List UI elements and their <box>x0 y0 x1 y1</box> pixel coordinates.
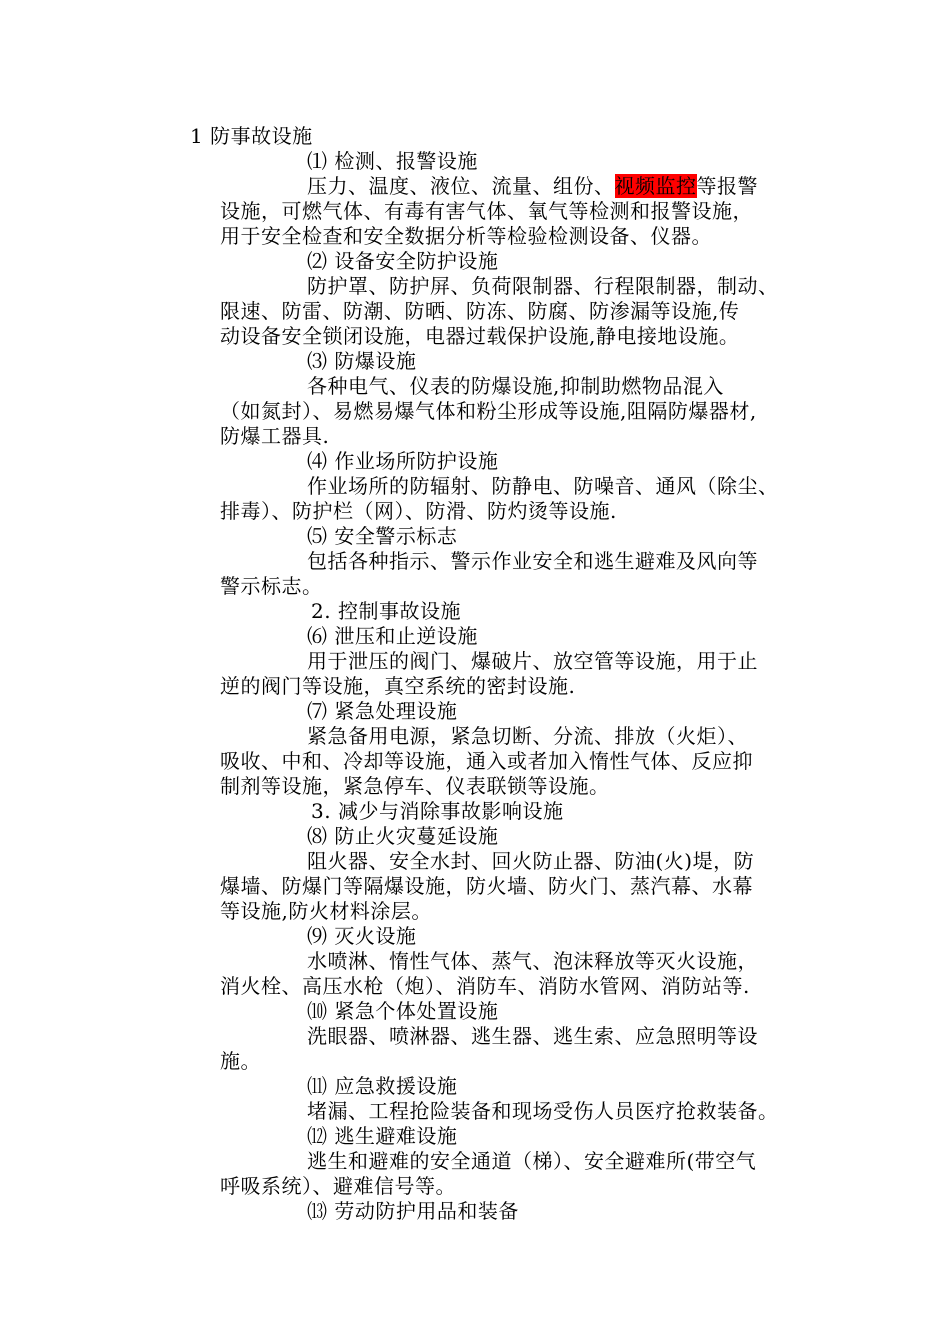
text-segment: 等报警 <box>696 174 758 198</box>
heading-1: 1 防事故设施 <box>190 124 313 148</box>
section-2-title: ⑵ 设备安全防护设施 <box>307 249 499 273</box>
section-6-line-2: 逆的阀门等设施，真空系统的密封设施. <box>220 674 576 698</box>
section-3-line-1: 各种电气、仪表的防爆设施,抑制助燃物品混入 <box>307 374 724 398</box>
section-10-line-2: 施。 <box>220 1049 261 1073</box>
section-12-line-2: 呼吸系统）、避难信号等。 <box>220 1174 456 1198</box>
text-segment: 压力、温度、液位、流量、组份、 <box>307 174 615 198</box>
section-2-line-1: 防护罩、防护屏、负荷限制器、行程限制器，制动、 <box>307 274 779 298</box>
section-1-line-1 <box>307 174 758 198</box>
section-10-line-1: 洗眼器、喷淋器、逃生器、逃生索、应急照明等设 <box>307 1024 758 1048</box>
section-9-line-1: 水喷淋、惰性气体、蒸气、泡沫释放等灭火设施， <box>307 949 758 973</box>
section-9-line-2: 消火栓、高压水枪（炮）、消防车、消防水管网、消防站等. <box>220 974 750 998</box>
section-3-line-2: （如氮封）、易燃易爆气体和粉尘形成等设施,阻隔防爆器材, <box>220 399 757 423</box>
section-7-title: ⑺ 紧急处理设施 <box>307 699 458 723</box>
section-3-title: ⑶ 防爆设施 <box>307 349 417 373</box>
section-8-line-3: 等设施,防火材料涂层。 <box>220 899 432 923</box>
section-8-line-1: 阻火器、安全水封、回火防止器、防油(火)堤，防 <box>307 849 755 873</box>
section-4-title: ⑷ 作业场所防护设施 <box>307 449 499 473</box>
section-11-line-1: 堵漏、工程抢险装备和现场受伤人员医疗抢救装备。 <box>307 1099 779 1123</box>
highlighted-text: 视频监控 <box>614 174 697 198</box>
section-7-line-1: 紧急备用电源，紧急切断、分流、排放（火炬）、 <box>307 724 748 748</box>
section-12-title: ⑿ 逃生避难设施 <box>307 1124 458 1148</box>
section-4-line-1: 作业场所的防辐射、防静电、防噪音、通风（除尘、 <box>307 474 779 498</box>
section-7-line-2: 吸收、中和、冷却等设施，通入或者加入惰性气体、反应抑 <box>220 749 753 773</box>
heading-3: 3. 减少与消除事故影响设施 <box>311 799 564 823</box>
section-9-title: ⑼ 灭火设施 <box>307 924 417 948</box>
section-10-title: ⑽ 紧急个体处置设施 <box>307 999 499 1023</box>
section-5-title: ⑸ 安全警示标志 <box>307 524 458 548</box>
section-11-title: ⑾ 应急救援设施 <box>307 1074 458 1098</box>
section-6-title: ⑹ 泄压和止逆设施 <box>307 624 478 648</box>
section-5-line-2: 警示标志。 <box>220 574 323 598</box>
section-2-line-2: 限速、防雷、防潮、防晒、防冻、防腐、防渗漏等设施,传 <box>220 299 740 323</box>
section-1-line-2: 设施，可燃气体、有毒有害气体、氧气等检测和报警设施， <box>220 199 753 223</box>
section-3-line-3: 防爆工器具. <box>220 424 330 448</box>
section-4-line-2: 排毒）、防护栏（网）、防滑、防灼烫等设施. <box>220 499 617 523</box>
section-2-line-3: 动设备安全锁闭设施，电器过载保护设施,静电接地设施。 <box>220 324 740 348</box>
section-6-line-1: 用于泄压的阀门、爆破片、放空管等设施，用于止 <box>307 649 758 673</box>
section-7-line-3: 制剂等设施，紧急停车、仪表联锁等设施。 <box>220 774 610 798</box>
section-1-line-3: 用于安全检查和安全数据分析等检验检测设备、仪器。 <box>220 224 712 248</box>
heading-2: 2. 控制事故设施 <box>311 599 461 623</box>
section-13-title: ⒀ 劳动防护用品和装备 <box>307 1199 519 1223</box>
section-5-line-1: 包括各种指示、警示作业安全和逃生避难及风向等 <box>307 549 758 573</box>
section-12-line-1: 逃生和避难的安全通道（梯）、安全避难所(带空气 <box>307 1149 757 1173</box>
section-1-title: ⑴ 检测、报警设施 <box>307 149 478 173</box>
section-8-title: ⑻ 防止火灾蔓延设施 <box>307 824 499 848</box>
section-8-line-2: 爆墙、防爆门等隔爆设施，防火墙、防火门、蒸汽幕、水幕 <box>220 874 753 898</box>
